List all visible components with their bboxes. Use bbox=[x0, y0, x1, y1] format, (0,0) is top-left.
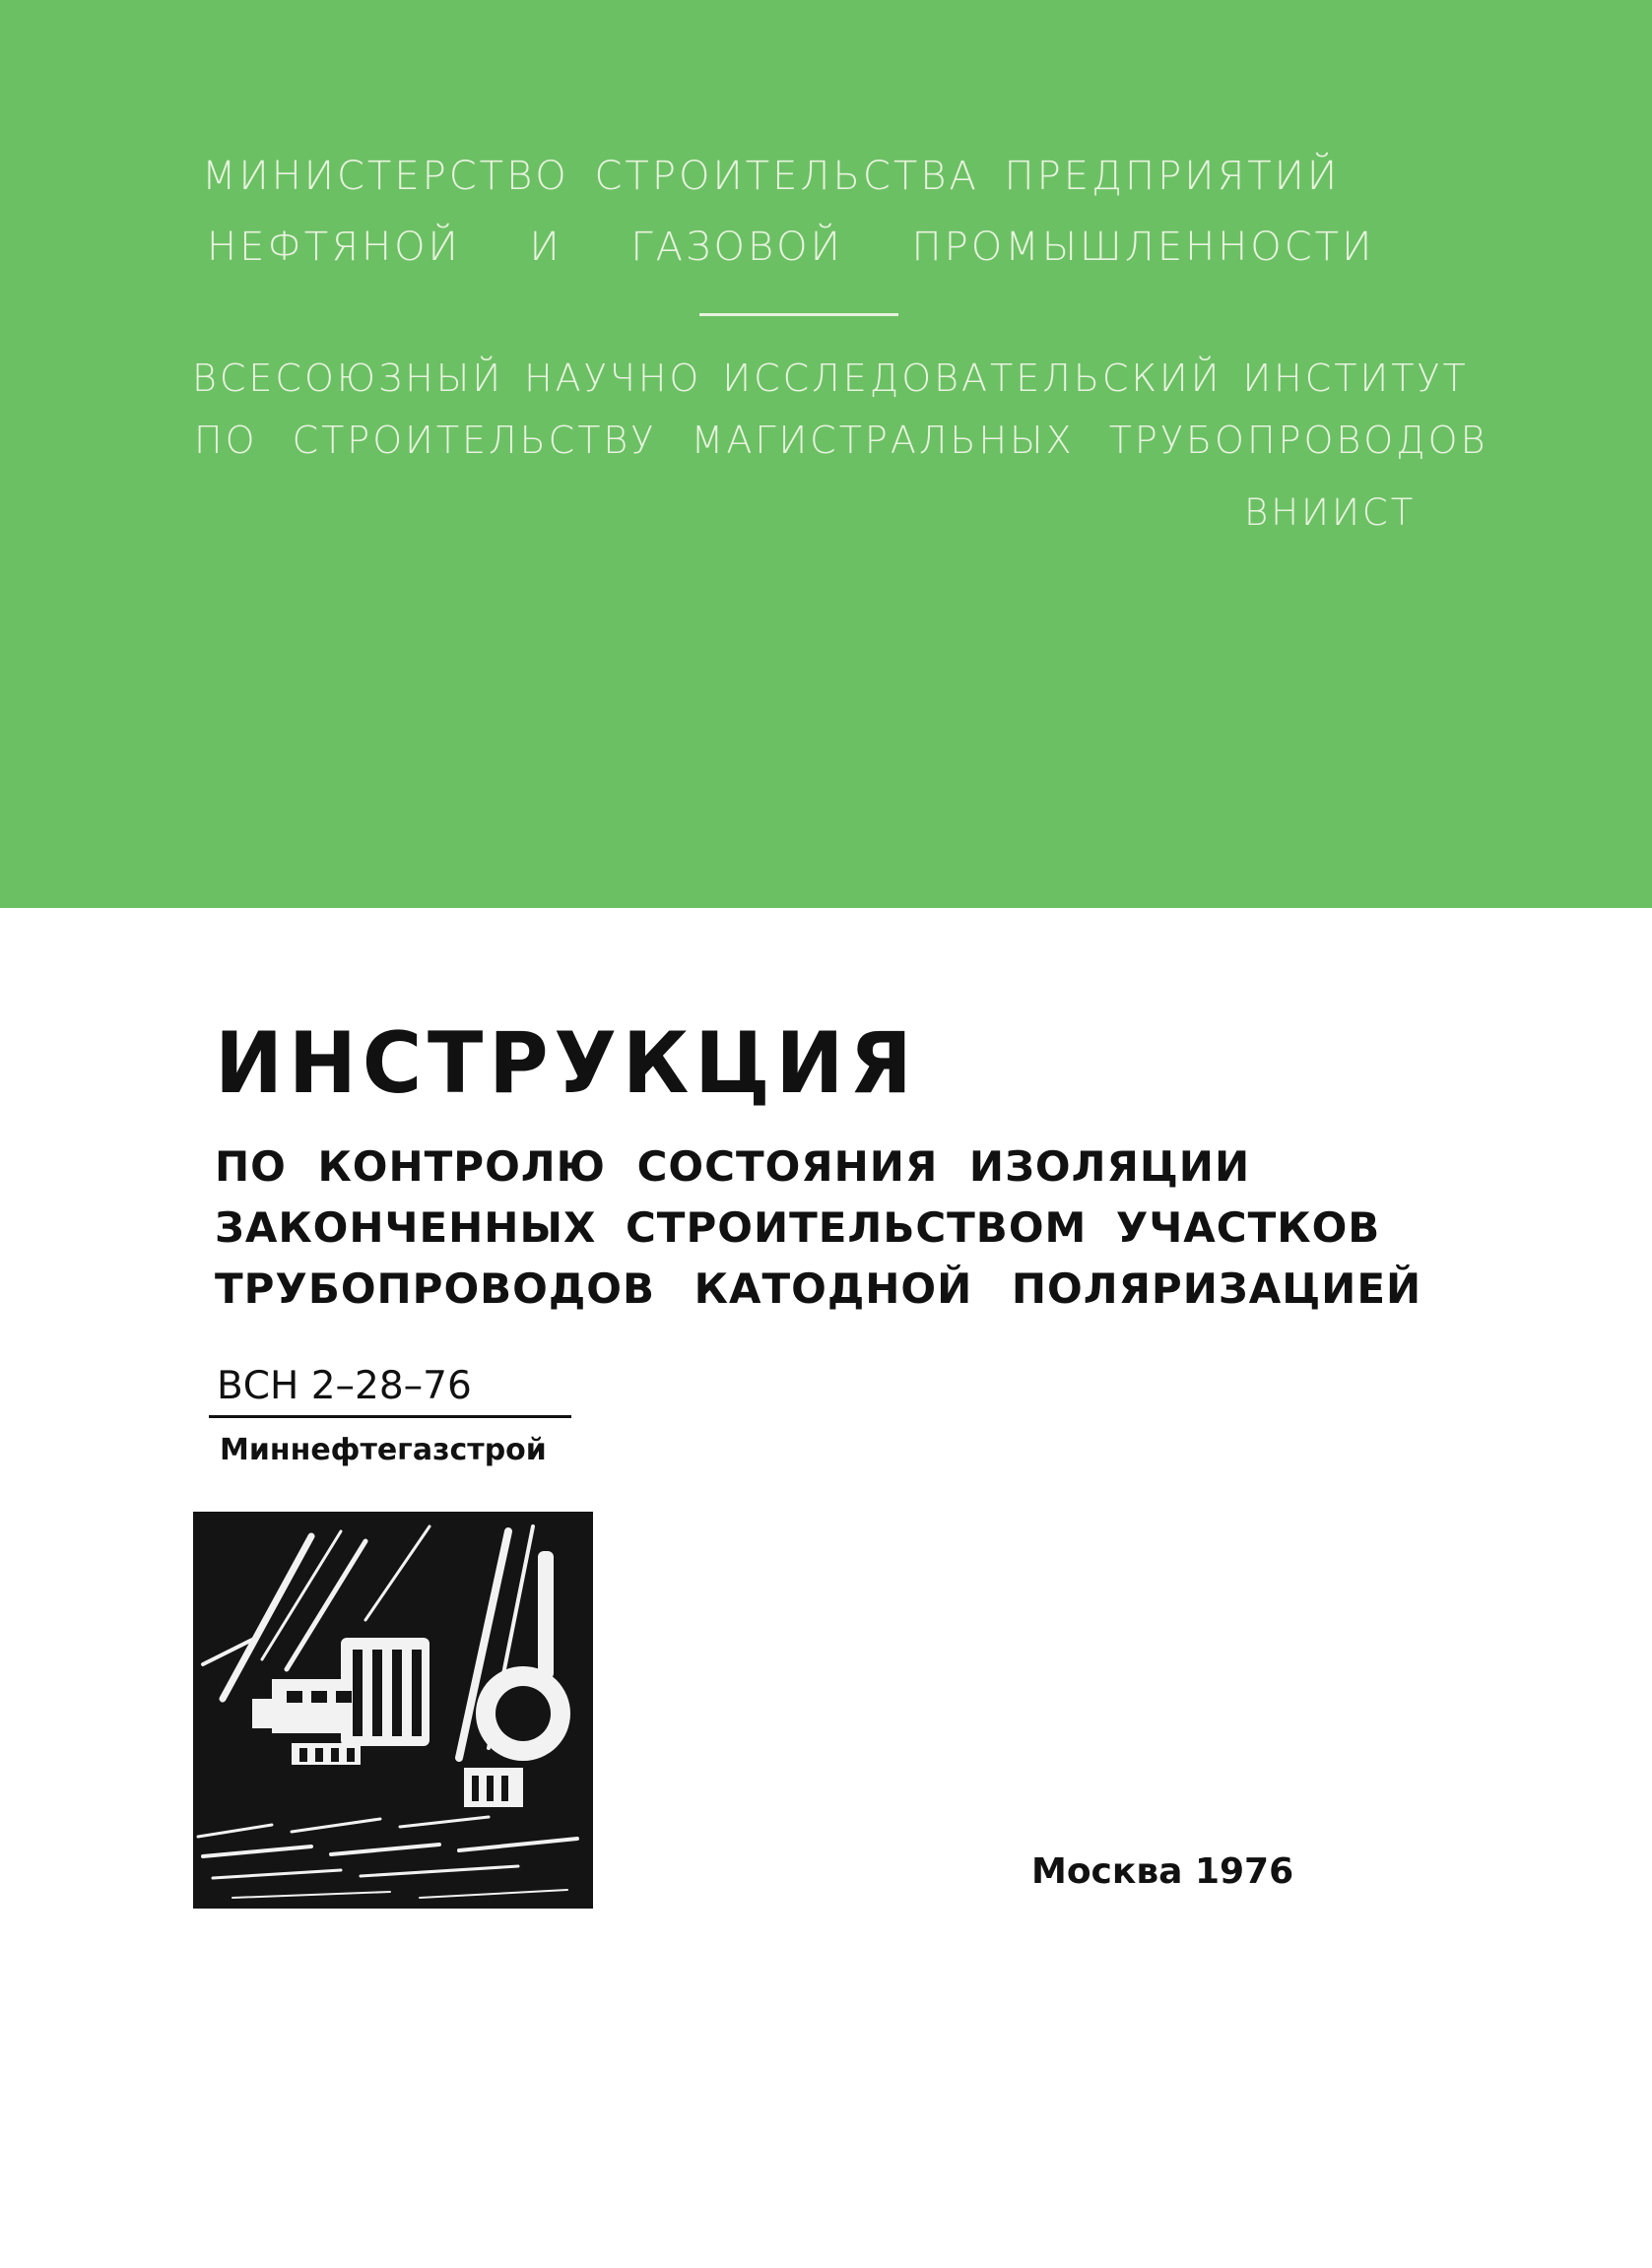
document-code: ВСН 2–28–76 bbox=[217, 1364, 472, 1408]
ministry-line-1: МИНИСТЕРСТВО СТРОИТЕЛЬСТВА ПРЕДПРИЯТИЙ bbox=[202, 154, 1341, 199]
subtitle-line-1: ПО КОНТРОЛЮ СОСТОЯНИЯ ИЗОЛЯЦИИ bbox=[215, 1142, 1251, 1191]
pipeline-machine-woodcut-icon bbox=[193, 1512, 593, 1909]
document-title: ИНСТРУКЦИЯ bbox=[215, 1014, 918, 1113]
city-year: Москва 1976 bbox=[1031, 1851, 1294, 1892]
institute-abbr: ВНИИСТ bbox=[1244, 491, 1417, 534]
ministry-line-2: НЕФТЯНОЙ И ГАЗОВОЙ ПРОМЫШЛЕННОСТИ bbox=[207, 225, 1375, 270]
header-divider bbox=[699, 313, 898, 316]
agency-name: Миннефтегазстрой bbox=[220, 1433, 547, 1467]
header-band bbox=[0, 0, 1652, 908]
code-underline bbox=[209, 1415, 571, 1418]
subtitle-line-3: ТРУБОПРОВОДОВ КАТОДНОЙ ПОЛЯРИЗАЦИЕЙ bbox=[215, 1264, 1422, 1313]
institute-line-2: ПО СТРОИТЕЛЬСТВУ МАГИСТРАЛЬНЫХ ТРУБОПРОВОДОВ bbox=[194, 419, 1488, 462]
institute-line-1: ВСЕСОЮЗНЫЙ НАУЧНО ИССЛЕДОВАТЕЛЬСКИЙ ИНСТИТУТ bbox=[192, 356, 1469, 400]
subtitle-line-2: ЗАКОНЧЕННЫХ СТРОИТЕЛЬСТВОМ УЧАСТКОВ bbox=[215, 1203, 1381, 1252]
